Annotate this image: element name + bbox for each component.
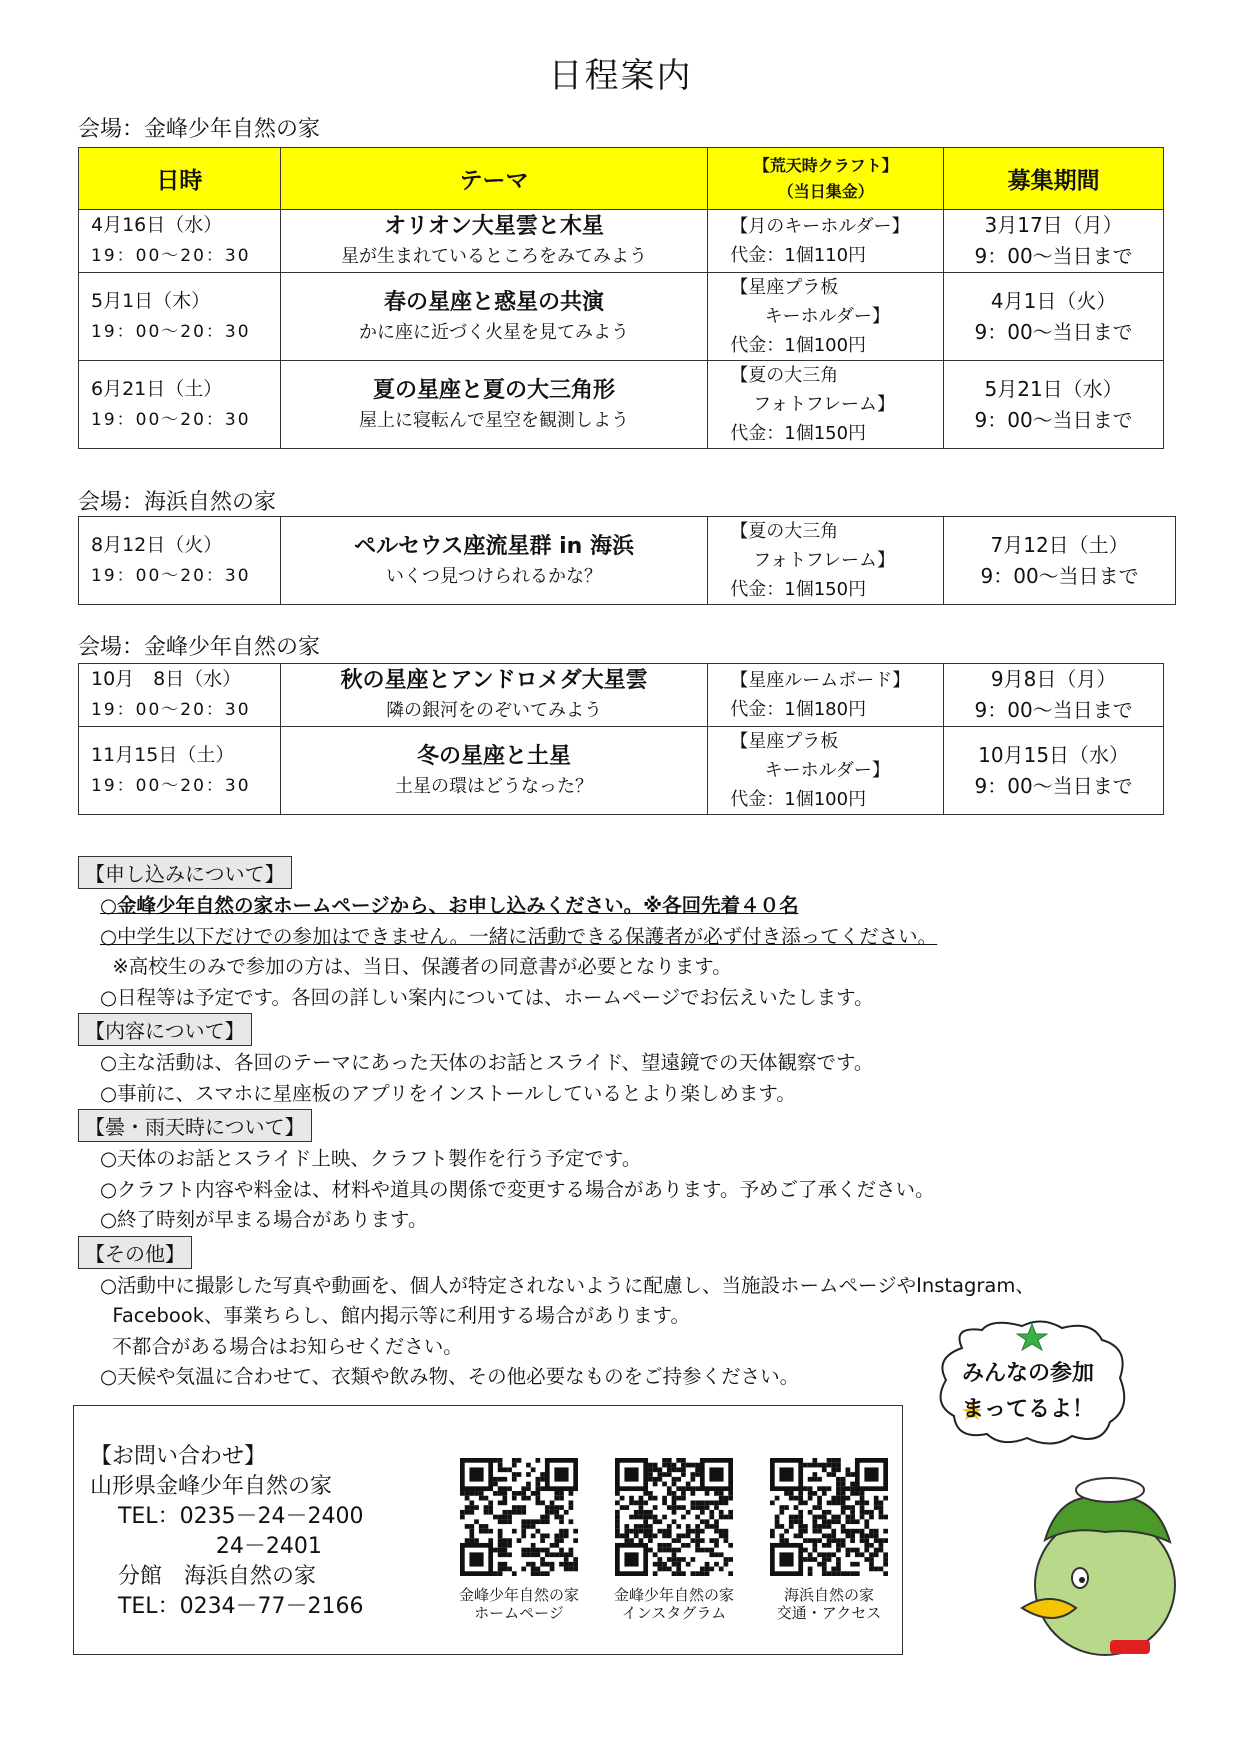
qr-homepage[interactable] [459,1458,579,1622]
period-cell [944,517,1176,605]
craft-line: 【星座プラ板 [730,277,839,298]
qr-instagram[interactable] [614,1458,734,1622]
craft-line: キーホルダー】 [730,760,890,781]
craft-line: フォトフレーム】 [730,394,895,415]
table-row [79,517,1176,605]
date-cell: 10月 8日（水） 19：00～20：30 [79,664,281,727]
schedule-table-2 [78,516,1176,605]
qr-code-icon [460,1458,578,1576]
craft-line: フォトフレーム】 [730,550,896,571]
period-line: 4月1日（火） [990,288,1117,313]
speech-bubble [932,1318,1132,1450]
page-title: 日程案内 [548,56,693,96]
apply-note-4: ○日程等は予定です。各回の詳しい案内については、ホームページでお伝えいたします。 [100,985,874,1009]
craft-cell [708,210,944,273]
craft-cell [708,361,944,449]
header-theme: テーマ [280,148,707,210]
date-cell: 8月12日（火） 19：00～20：30 [79,517,281,605]
craft-line: 【月のキーホルダー】 [730,216,910,237]
date-cell: 11月15日（土） 19：00～20：30 [79,727,281,815]
table-row [79,210,1164,273]
content-heading: 【内容について】 [78,1013,252,1046]
craft-cell [708,517,944,605]
date-cell: 4月16日（水） 19：00～20：30 [79,210,281,273]
date-cell: 5月1日（木） 19：00～20：30 [79,273,281,361]
date-cell: 6月21日（土） 19：00～20：30 [79,361,281,449]
qr-caption: 海浜自然の家 [783,1586,874,1604]
craft-line: キーホルダー】 [730,306,890,327]
period-cell [944,361,1164,449]
venue-label-1: 会場：金峰少年自然の家 [78,117,321,142]
period-line: 9：00～当日まで [974,698,1133,722]
other-note-3: 不都合がある場合はお知らせください。 [100,1334,463,1358]
content-note-1: ○主な活動は、各回のテーマにあった天体のお話とスライド、望遠鏡での天体観察です。 [100,1051,874,1074]
schedule-table-3 [78,663,1164,815]
period-cell [944,273,1164,361]
other-note-4: ○天候や気温に合わせて、衣類や飲み物、その他必要なものをご持参ください。 [100,1365,800,1388]
period-line: 9：00～当日まで [974,407,1133,432]
craft-line: 【星座プラ板 [730,731,839,752]
other-heading: 【その他】 [78,1236,192,1269]
craft-line: 代金：1個110円 [730,245,867,266]
notes-section [78,856,1198,1393]
qr-access[interactable] [769,1458,889,1622]
venue-label-2: 会場：海浜自然の家 [78,490,277,515]
period-cell [944,210,1164,273]
header-period: 募集期間 [944,148,1164,210]
craft-line: 代金：1個180円 [730,699,867,720]
period-line: 9：00～当日まで [980,563,1139,588]
header-date: 日時 [79,148,281,210]
contact-box [73,1405,903,1655]
craft-line: 代金：1個150円 [730,579,867,600]
period-line: 9：00～当日まで [974,319,1133,344]
bubble-text: みんなの参加 まってるよ！ [962,1361,1095,1422]
qr-caption: 金峰少年自然の家 [459,1586,580,1604]
craft-line: 代金：1個100円 [730,335,867,356]
period-line: 7月12日（土） [990,532,1129,557]
qr-caption: ホームページ [474,1604,564,1622]
theme-cell: ペルセウス座流星群 in 海浜 いくつ見つけられるかな？ [280,517,707,605]
craft-cell [708,664,944,727]
qr-code-icon [615,1458,733,1576]
table-row [79,664,1164,727]
apply-note-1: ○金峰少年自然の家ホームページから、お申し込みください。※各回先着４０名 [100,894,799,917]
rain-note-1: ○天体のお話とスライド上映、クラフト製作を行う予定です。 [100,1147,642,1170]
period-line: 9月8日（月） [990,667,1117,691]
rain-heading: 【曇・雨天時について】 [78,1109,312,1142]
craft-line: 【夏の大三角 [730,365,839,386]
qr-caption: 金峰少年自然の家 [614,1586,735,1604]
theme-cell: 秋の星座とアンドロメダ大星雲 隣の銀河をのぞいてみよう [280,664,707,727]
header-craft: 【荒天時クラフト】 （当日集金） [708,148,944,210]
other-note-1: ○活動中に撮影した写真や動画を、個人が特定されないように配慮し、当施設ホームページやInstagram、 [100,1273,1035,1297]
period-line: 9：00～当日まで [974,773,1133,798]
craft-line: 代金：1個150円 [730,423,867,444]
period-line: 3月17日（月） [984,213,1123,237]
qr-code-icon [770,1458,888,1576]
theme-cell: 夏の星座と夏の大三角形 屋上に寝転んで星空を観測しよう [280,361,707,449]
theme-cell: 冬の星座と土星 土星の環はどうなった？ [280,727,707,815]
craft-line: 【星座ルームボード】 [730,670,911,691]
craft-cell [708,273,944,361]
qr-caption: インスタグラム [621,1604,727,1622]
schedule-table-1 [78,147,1164,449]
period-cell [944,664,1164,727]
apply-note-2: ○中学生以下だけでの参加はできません。一緒に活動できる保護者が必ず付き添ってください。 [100,924,938,948]
period-cell [944,727,1164,815]
theme-cell: オリオン大星雲と木星 星が生まれているところをみてみよう [280,210,707,273]
qr-caption: 交通・アクセス [776,1604,882,1622]
theme-cell: 春の星座と惑星の共演 かに座に近づく火星を見てみよう [280,273,707,361]
apply-note-3: ※高校生のみで参加の方は、当日、保護者の同意書が必要となります。 [100,955,732,978]
table-row [79,361,1164,449]
mascot-illustration [1010,1470,1185,1660]
craft-cell [708,727,944,815]
other-note-2: Facebook、事業ちらし、館内掲示等に利用する場合があります。 [100,1304,690,1327]
period-line: 10月15日（水） [978,742,1130,767]
contact-text: 【お問い合わせ】 山形県金峰少年自然の家 TEL：0235－24－2400 24－2401 分館 海浜自然の家 TEL：0234－77－2166 [90,1444,364,1619]
craft-line: 【夏の大三角 [730,521,839,542]
period-line: 9：00～当日まで [974,244,1133,268]
rain-note-3: ○終了時刻が早まる場合があります。 [100,1208,428,1231]
table-row [79,273,1164,361]
content-note-2: ○事前に、スマホに星座板のアプリをインストールしているとより楽しめます。 [100,1081,796,1105]
table-row [79,727,1164,815]
venue-label-3: 会場：金峰少年自然の家 [78,635,321,660]
period-line: 5月21日（水） [984,376,1123,401]
rain-note-2: ○クラフト内容や料金は、材料や道具の関係で変更する場合があります。予めご了承ください。 [100,1177,935,1201]
apply-heading: 【申し込みについて】 [78,856,292,889]
craft-line: 代金：1個100円 [730,789,867,810]
